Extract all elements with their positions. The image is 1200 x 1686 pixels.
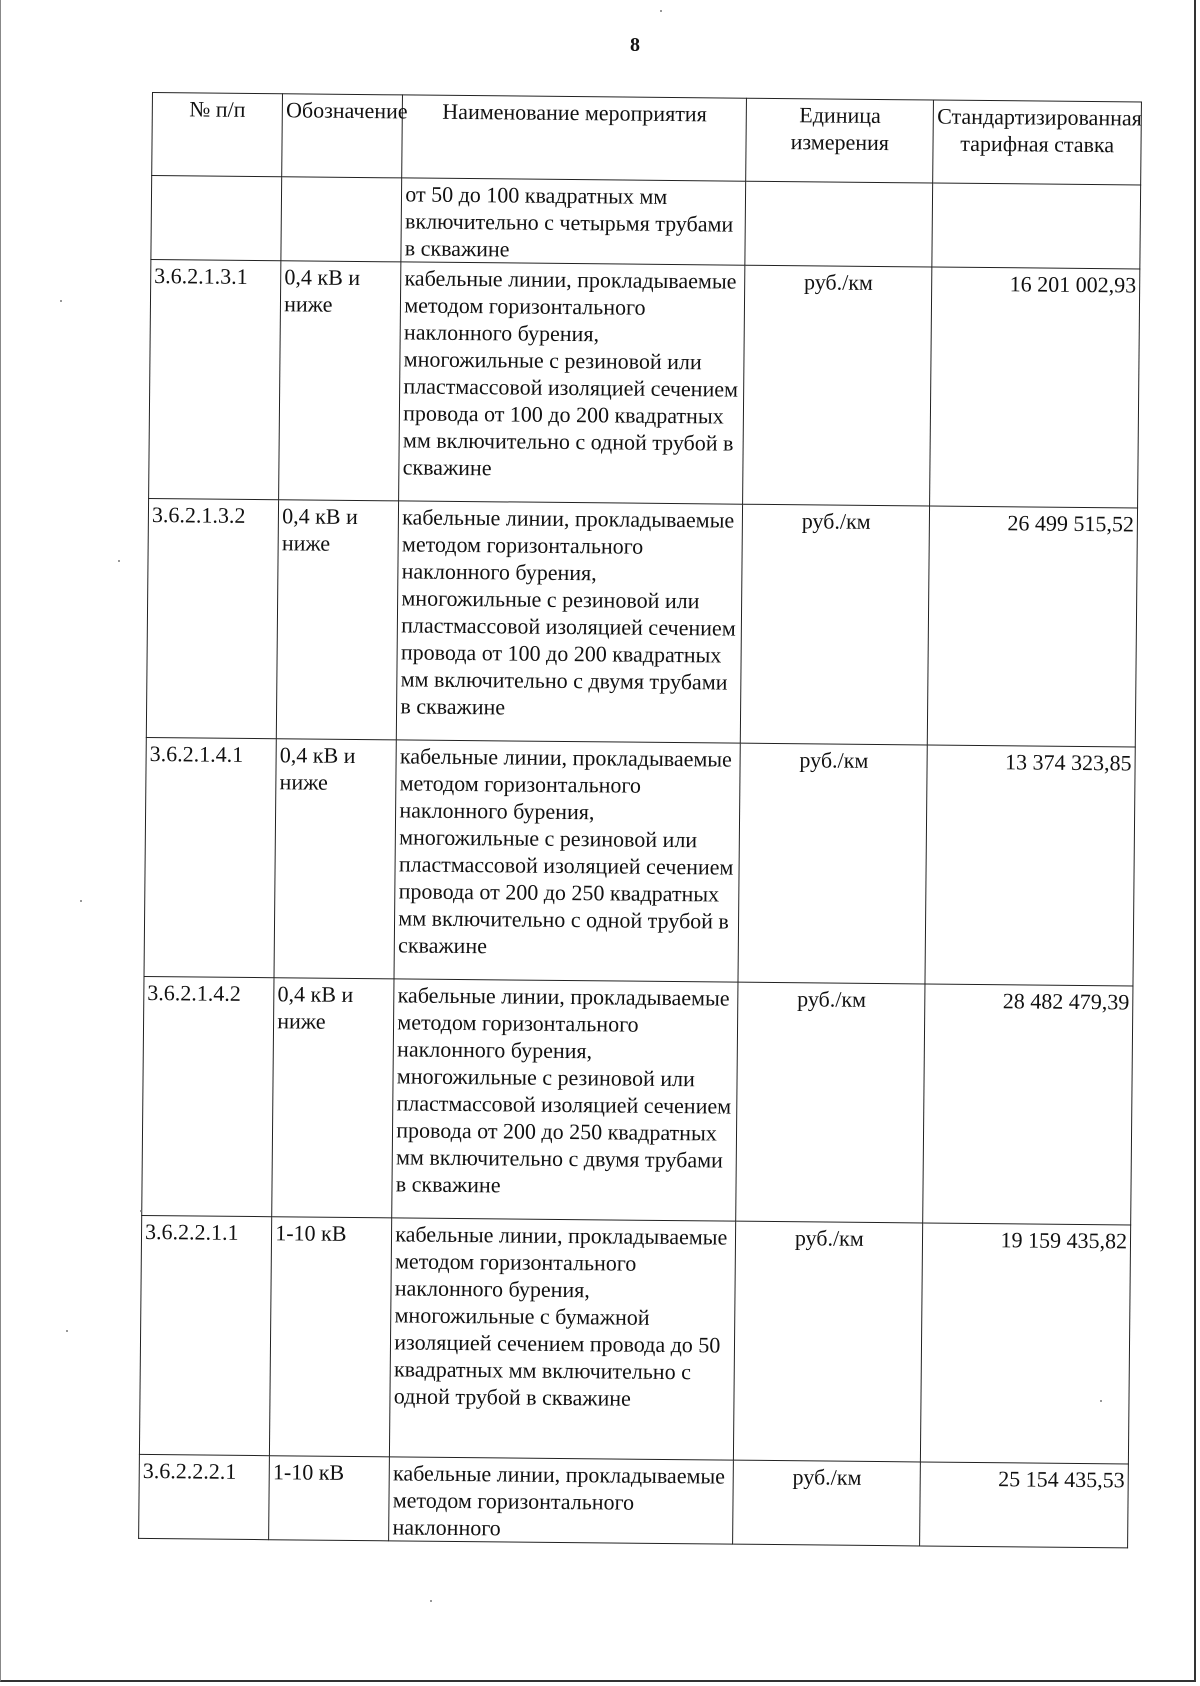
header-number: № п/п [152,93,283,177]
table-row-continuation [151,176,1141,269]
scan-speck [140,1210,142,1212]
scan-speck [66,1330,68,1332]
cell-unit: руб./км [736,982,925,1223]
table-header-row [152,93,1142,185]
cell-unit: руб./км [738,743,927,984]
scan-speck [80,900,82,902]
table-row [149,259,1140,507]
cell-num: 3.6.2.1.3.1 [149,259,282,499]
table-row [142,976,1133,1224]
cell-rate: 13 374 323,85 [925,745,1135,986]
header-rate: Стандартизированная тарифная ставка [933,100,1141,185]
cell-name: кабельные линии, прокладываемые методом горизонтального наклонного бурения, многожильные с резиновой или пластмассовой изоляцией сечением провода от 100 до 200 квадратных мм включительно с одной трубой в скважине [399,262,745,504]
cell-rate: 26 499 515,52 [928,506,1138,747]
cell-designation: 0,4 кВ и ниже [274,739,396,979]
cell-name: кабельные линии, прокладываемые методом горизонтального наклонного бурения, многожильные с резиновой или пластмассовой изоляцией сечением провода от 200 до 250 квадратных мм включительно с двумя трубами в скважине [392,979,738,1221]
cell-num: 3.6.2.1.4.1 [144,737,277,977]
cell-unit: руб./км [743,265,932,506]
page-number: 8 [630,34,640,56]
table-row [139,1454,1129,1547]
cell-unit: руб./км [740,504,929,745]
scan-speck [60,300,62,302]
cell-num: 3.6.2.1.4.2 [142,976,275,1216]
cell-unit: руб./км [733,1460,921,1546]
cell-designation: 0,4 кВ и ниже [279,261,401,501]
cell-rate: 25 154 435,53 [920,1462,1128,1548]
cell-num: 3.6.2.2.1.1 [139,1215,272,1455]
cell-name: от 50 до 100 квадратных мм включительно с четырьмя трубами в скважине [401,178,746,265]
cell-name: кабельные линии, прокладываемые методом горизонтального наклонного бурения, многожильные с резиновой или пластмассовой изоляцией сечением провода от 100 до 200 квадратных мм включительно с двумя трубами в скважине [397,501,743,743]
tariff-table [138,92,1142,1548]
cell-num [151,176,282,261]
cell-rate: 16 201 002,93 [930,267,1140,508]
cell-rate: 19 159 435,82 [921,1223,1131,1464]
table-row [146,498,1137,746]
header-designation: Обозначение [282,94,403,178]
header-name: Наименование мероприятия [402,95,747,181]
cell-name: кабельные линии, прокладываемые методом горизонтального наклонного бурения, многожильные с бумажной изоляцией сечением провода до 50 квадратных мм включительно с одной трубой в скважине [390,1218,736,1460]
table-row [139,1215,1130,1463]
table-row [144,737,1135,985]
cell-num: 3.6.2.1.3.2 [146,498,279,738]
cell-num: 3.6.2.2.2.1 [139,1454,270,1539]
cell-unit [745,181,933,267]
cell-designation: 0,4 кВ и ниже [272,978,394,1218]
scan-speck [1100,1400,1102,1402]
cell-unit: руб./км [734,1221,923,1462]
cell-name: кабельные линии, прокладываемые методом горизонтального наклонного бурения, многожильные с резиновой или пластмассовой изоляцией сечением провода от 200 до 250 квадратных мм включительно с одной трубой в скважине [394,740,740,982]
cell-designation: 0,4 кВ и ниже [277,500,399,740]
cell-designation: 1-10 кВ [270,1217,392,1457]
scan-speck [660,10,662,12]
cell-rate: 28 482 479,39 [923,984,1133,1225]
cell-designation: 1-10 кВ [269,1456,390,1541]
cell-name: кабельные линии, прокладываемые методом горизонтального наклонного [389,1457,734,1544]
header-unit: Единица измерения [746,98,934,183]
cell-designation [281,177,402,262]
scan-speck [118,560,120,562]
cell-rate [932,183,1140,269]
scan-speck [430,1600,432,1602]
